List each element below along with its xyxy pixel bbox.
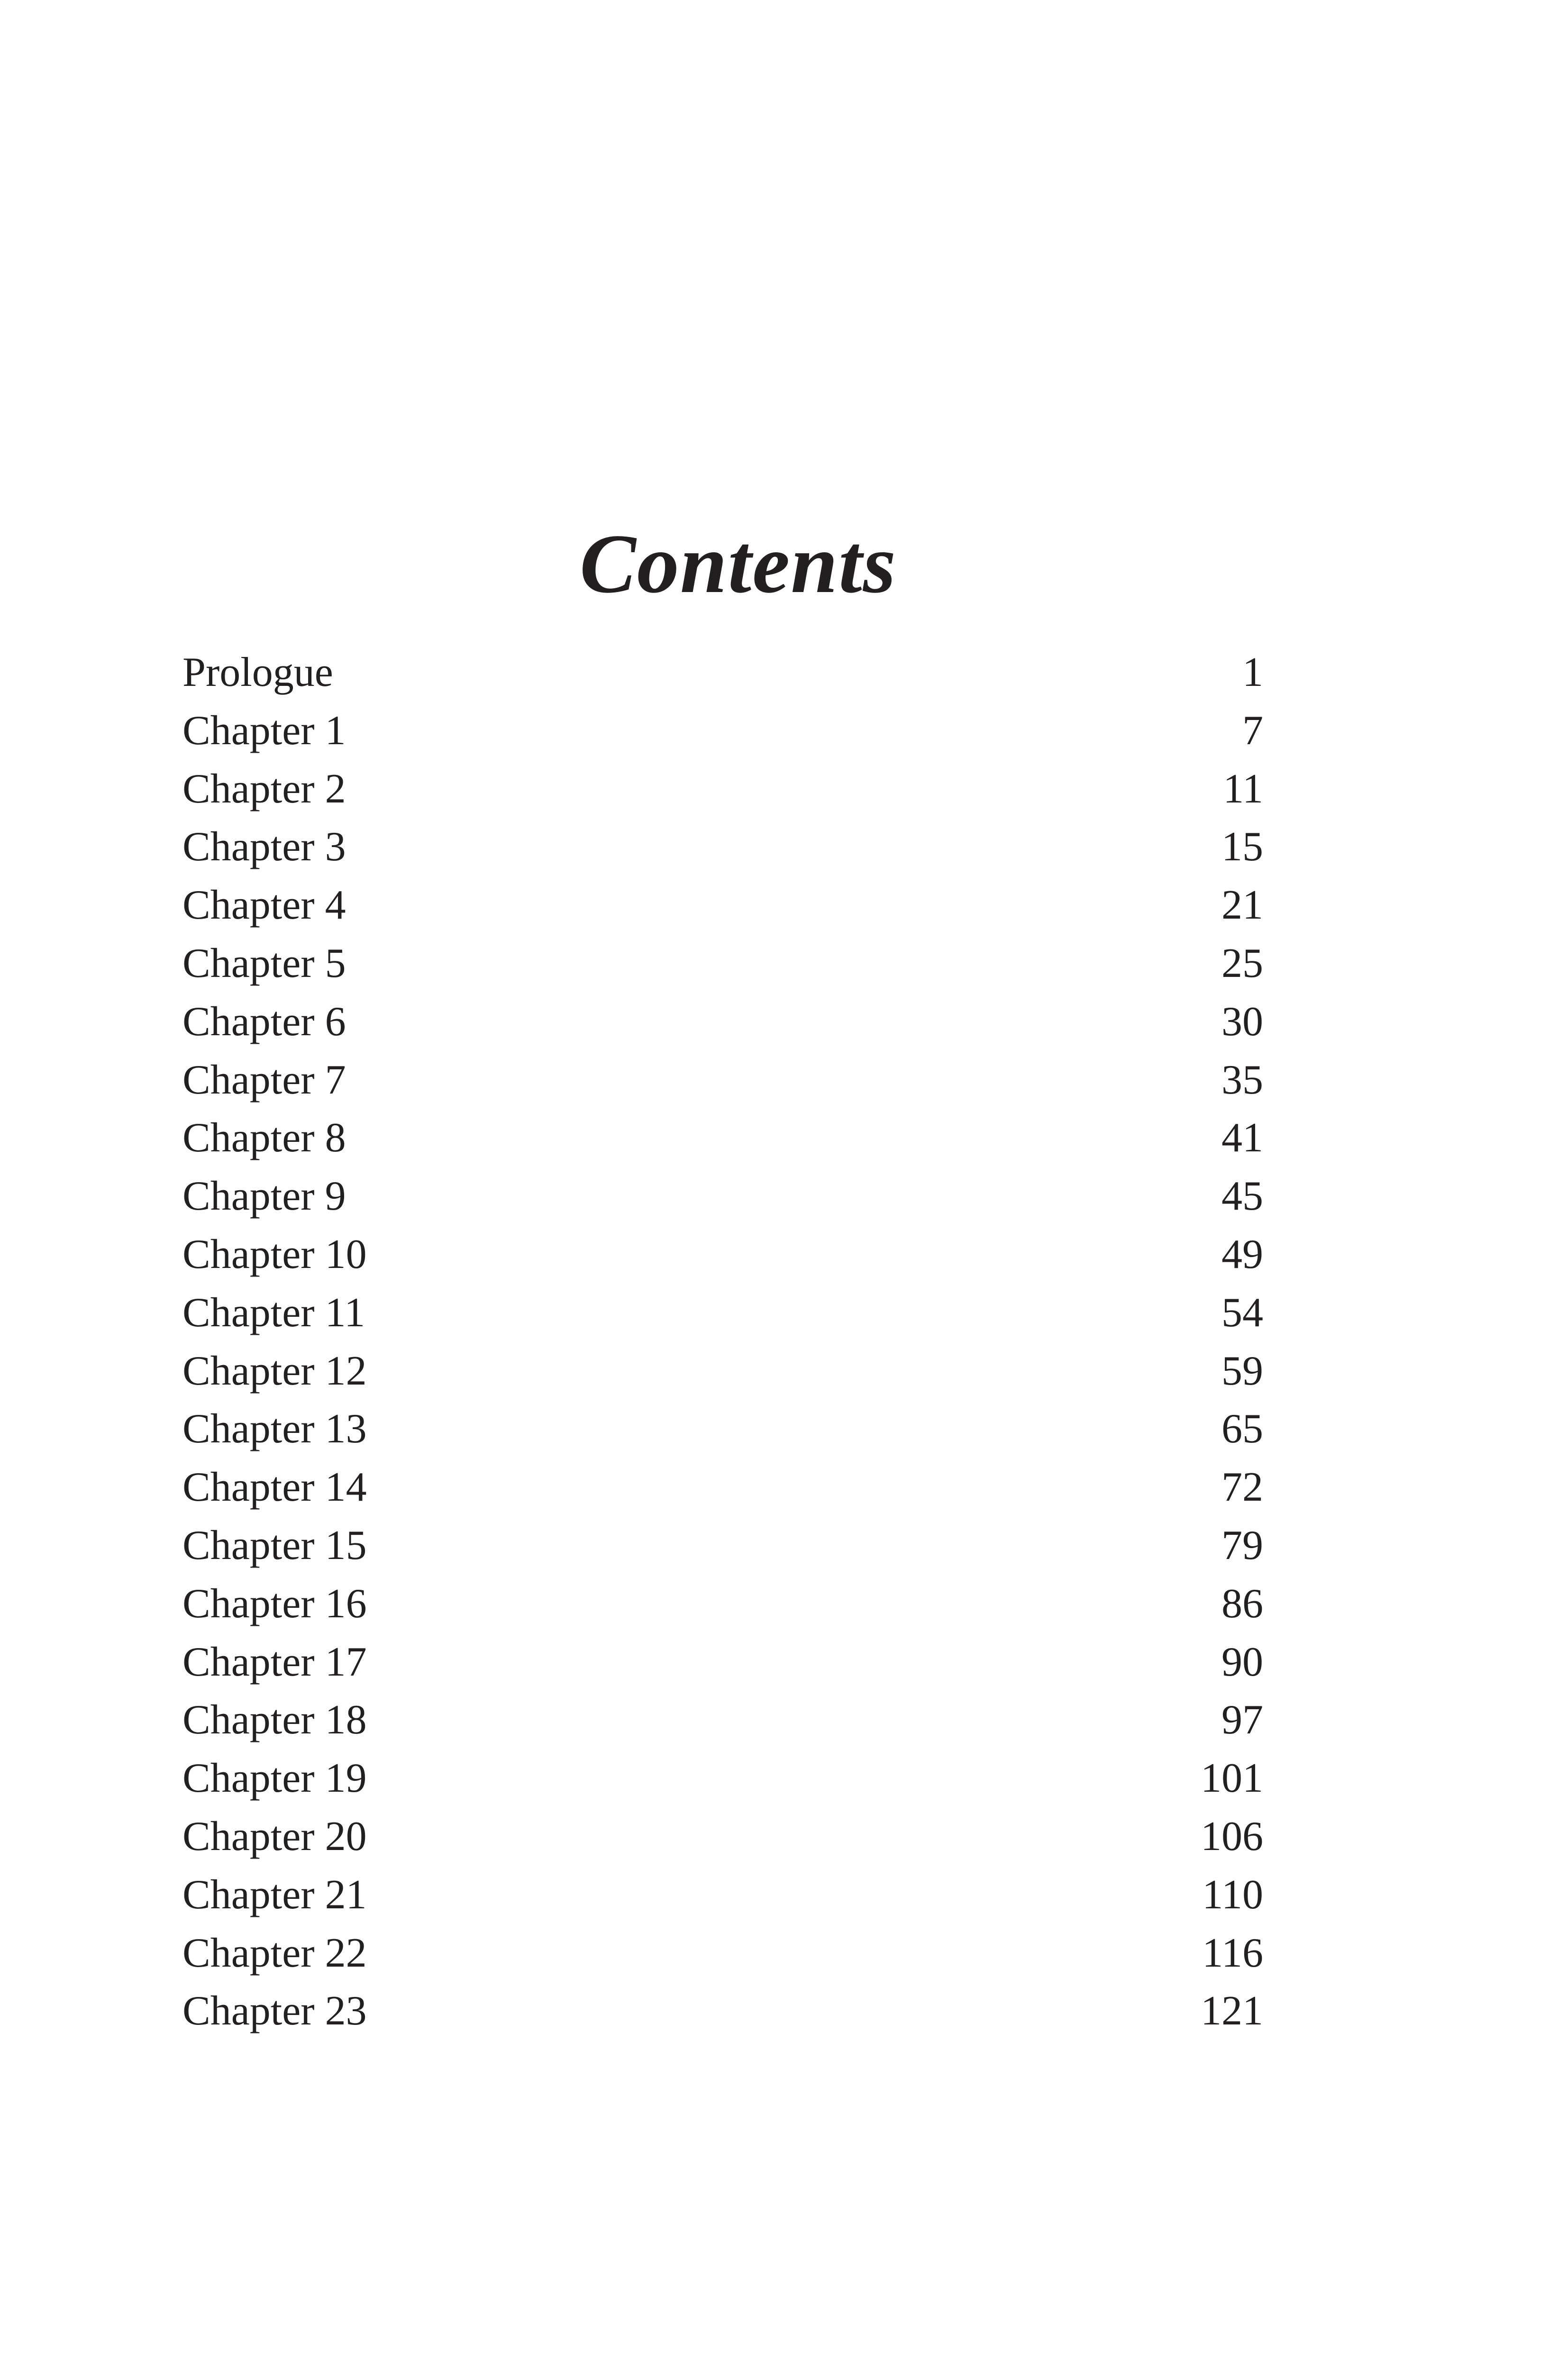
toc-entry-page: 97 (1222, 1697, 1263, 1743)
toc-entry-label: Chapter 22 (182, 1930, 367, 1976)
toc-entry-page: 7 (1242, 707, 1263, 754)
toc-entry-page: 54 (1222, 1289, 1263, 1336)
toc-entry-chapter-20[interactable] (182, 1808, 1263, 1866)
toc-entry-chapter-14[interactable] (182, 1458, 1263, 1517)
toc-entry-label: Chapter 16 (182, 1580, 367, 1627)
toc-entry-label: Chapter 7 (182, 1057, 346, 1103)
toc-entry-label: Chapter 11 (182, 1289, 365, 1336)
toc-entry-page: 72 (1222, 1464, 1263, 1511)
toc-entry-chapter-7[interactable] (182, 1051, 1263, 1110)
toc-entry-label: Chapter 12 (182, 1348, 367, 1394)
toc-entry-label: Chapter 3 (182, 824, 346, 870)
toc-entry-chapter-12[interactable] (182, 1342, 1263, 1401)
toc-entry-page: 30 (1222, 998, 1263, 1045)
toc-entry-page: 41 (1222, 1115, 1263, 1161)
toc-entry-chapter-2[interactable] (182, 760, 1263, 819)
toc-entry-page: 15 (1222, 824, 1263, 870)
toc-entry-label: Chapter 13 (182, 1406, 367, 1452)
toc-entry-chapter-23[interactable] (182, 1982, 1263, 2041)
toc-entry-chapter-11[interactable] (182, 1284, 1263, 1342)
toc-entry-chapter-21[interactable] (182, 1866, 1263, 1924)
toc-entry-chapter-19[interactable] (182, 1750, 1263, 1808)
toc-entry-page: 35 (1222, 1057, 1263, 1103)
toc-entry-page: 110 (1202, 1871, 1263, 1918)
toc-entry-chapter-4[interactable] (182, 876, 1263, 935)
toc-entry-label: Chapter 5 (182, 940, 346, 986)
toc-entry-label: Prologue (182, 649, 333, 695)
toc-entry-label: Chapter 10 (182, 1231, 367, 1277)
toc-entry-chapter-13[interactable] (182, 1400, 1263, 1458)
toc-entry-label: Chapter 17 (182, 1639, 367, 1685)
toc-entry-label: Chapter 15 (182, 1522, 367, 1568)
toc-entry-page: 86 (1222, 1580, 1263, 1627)
toc-entry-label: Chapter 1 (182, 707, 346, 754)
toc-entry-label: Chapter 23 (182, 1988, 367, 2034)
toc-entry-label: Chapter 21 (182, 1871, 367, 1918)
toc-entry-label: Chapter 9 (182, 1173, 346, 1220)
toc-entry-page: 11 (1223, 766, 1263, 812)
toc-entry-chapter-5[interactable] (182, 935, 1263, 993)
toc-entry-chapter-8[interactable] (182, 1109, 1263, 1167)
toc-entry-chapter-10[interactable] (182, 1226, 1263, 1284)
toc-entry-chapter-22[interactable] (182, 1924, 1263, 1983)
table-of-contents (182, 644, 1263, 2041)
toc-entry-page: 21 (1222, 882, 1263, 929)
toc-entry-chapter-6[interactable] (182, 993, 1263, 1051)
toc-entry-label: Chapter 6 (182, 998, 346, 1045)
toc-entry-label: Chapter 20 (182, 1813, 367, 1860)
toc-entry-label: Chapter 14 (182, 1464, 367, 1511)
toc-entry-label: Chapter 18 (182, 1697, 367, 1743)
toc-entry-chapter-15[interactable] (182, 1517, 1263, 1575)
toc-entry-page: 59 (1222, 1348, 1263, 1394)
toc-entry-page: 25 (1222, 940, 1263, 986)
toc-entry-page: 116 (1202, 1930, 1263, 1976)
toc-entry-page: 45 (1222, 1173, 1263, 1220)
toc-entry-page: 1 (1242, 649, 1263, 695)
toc-entry-label: Chapter 19 (182, 1755, 367, 1802)
toc-entry-page: 79 (1222, 1522, 1263, 1568)
toc-entry-page: 49 (1222, 1231, 1263, 1277)
toc-entry-chapter-3[interactable] (182, 818, 1263, 876)
page-title: Contents (580, 517, 897, 611)
toc-entry-page: 101 (1201, 1755, 1263, 1802)
toc-entry-chapter-17[interactable] (182, 1633, 1263, 1692)
toc-entry-label: Chapter 8 (182, 1115, 346, 1161)
toc-entry-page: 90 (1222, 1639, 1263, 1685)
toc-entry-label: Chapter 2 (182, 766, 346, 812)
toc-entry-chapter-18[interactable] (182, 1691, 1263, 1750)
toc-entry-prologue[interactable] (182, 644, 1263, 702)
toc-entry-chapter-16[interactable] (182, 1575, 1263, 1633)
toc-entry-page: 106 (1201, 1813, 1263, 1860)
toc-entry-page: 121 (1201, 1988, 1263, 2034)
toc-entry-chapter-1[interactable] (182, 702, 1263, 760)
toc-entry-page: 65 (1222, 1406, 1263, 1452)
toc-entry-chapter-9[interactable] (182, 1167, 1263, 1226)
toc-entry-label: Chapter 4 (182, 882, 346, 929)
